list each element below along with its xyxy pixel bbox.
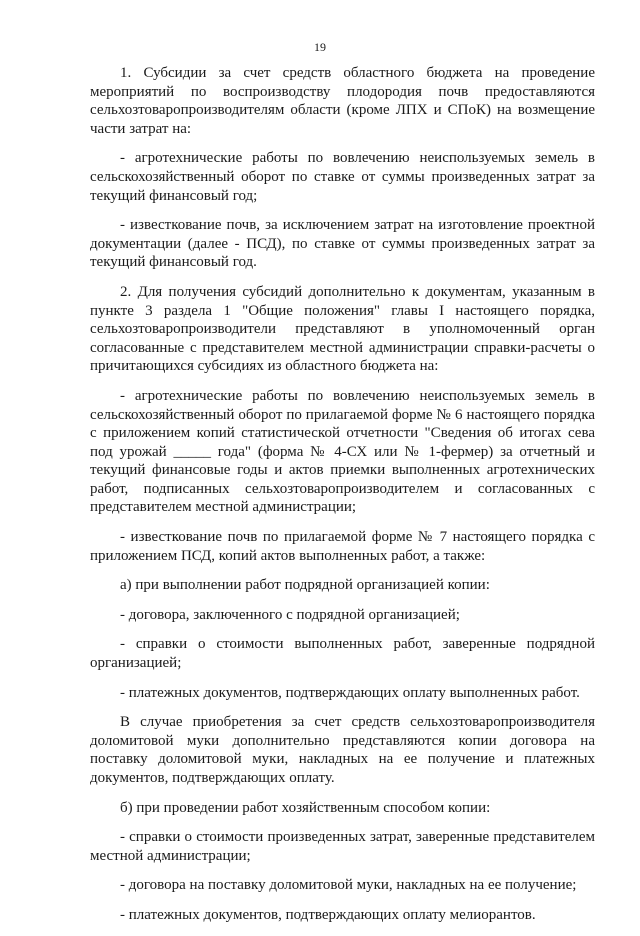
- paragraph-13: - справки о стоимости произведенных затрат, заверенные представителем местной администрации;: [90, 829, 595, 864]
- paragraph-7: а) при выполнении работ подрядной организацией копии:: [120, 577, 490, 594]
- paragraph-11: В случае приобретения за счет средств сельхозтоваропроизводителя доломитовой муки дополнительно представляются копии договора на поставку доломитовой муки, накладных на ее получение и платежных документов, подтверждающих оплату.: [90, 714, 595, 786]
- paragraph-15: - платежных документов, подтверждающих оплату мелиорантов.: [120, 906, 536, 923]
- paragraph-1: 1. Субсидии за счет средств областного бюджета на проведение мероприятий по воспроизводству плодородия почв предоставляются сельхозтоваропроизводителям области (кроме ЛПХ и СПоК) на возмещение части затрат на:: [90, 65, 595, 137]
- paragraph-12: б) при проведении работ хозяйственным способом копии:: [120, 799, 491, 816]
- paragraph-14: - договора на поставку доломитовой муки, накладных на ее получение;: [120, 877, 577, 894]
- paragraph-6: - известкование почв по прилагаемой форме № 7 настоящего порядка с приложением ПСД, копий актов выполненных работ, а также:: [90, 529, 595, 564]
- paragraph-9: - справки о стоимости выполненных работ, заверенные подрядной организацией;: [90, 636, 595, 672]
- paragraph-10: - платежных документов, подтверждающих оплату выполненных работ.: [120, 684, 580, 701]
- document-body: [90, 64, 595, 936]
- paragraph-2: - агротехнические работы по вовлечению неиспользуемых земель в сельскохозяйственный оборот по ставке от суммы произведенных затрат за текущий финансовый год;: [90, 150, 595, 204]
- paragraph-8: - договора, заключенного с подрядной организацией;: [120, 606, 460, 623]
- page-number: 19: [314, 40, 326, 54]
- paragraph-3: - известкование почв, за исключением затрат на изготовление проектной документации (далее - ПСД), по ставке от суммы произведенных затрат за текущий финансовый год.: [90, 217, 595, 271]
- paragraph-4: 2. Для получения субсидий дополнительно к документам, указанным в пункте 3 раздела 1 "Общие положения" главы I настоящего порядка, сельхозтоваропроизводители представляют в уполномоченный орган согласованные с представителем местной администрации справки-расчеты о причитающихся субсидиях из областного бюджета на:: [90, 283, 595, 375]
- paragraph-5: - агротехнические работы по вовлечению неиспользуемых земель в сельскохозяйственный оборот по прилагаемой форме № 6 настоящего порядка с приложением копий статистической отчетности "Сведения об итогах сева под урожай _____ года" (форма № 4-СХ или № 1-фермер) за отчетный и текущий финансовые годы и актов приемки выполненных агротехнических работ, подписанных сельхозтоваропроизводителем и согласованных с представителем местной администрации;: [90, 387, 595, 516]
